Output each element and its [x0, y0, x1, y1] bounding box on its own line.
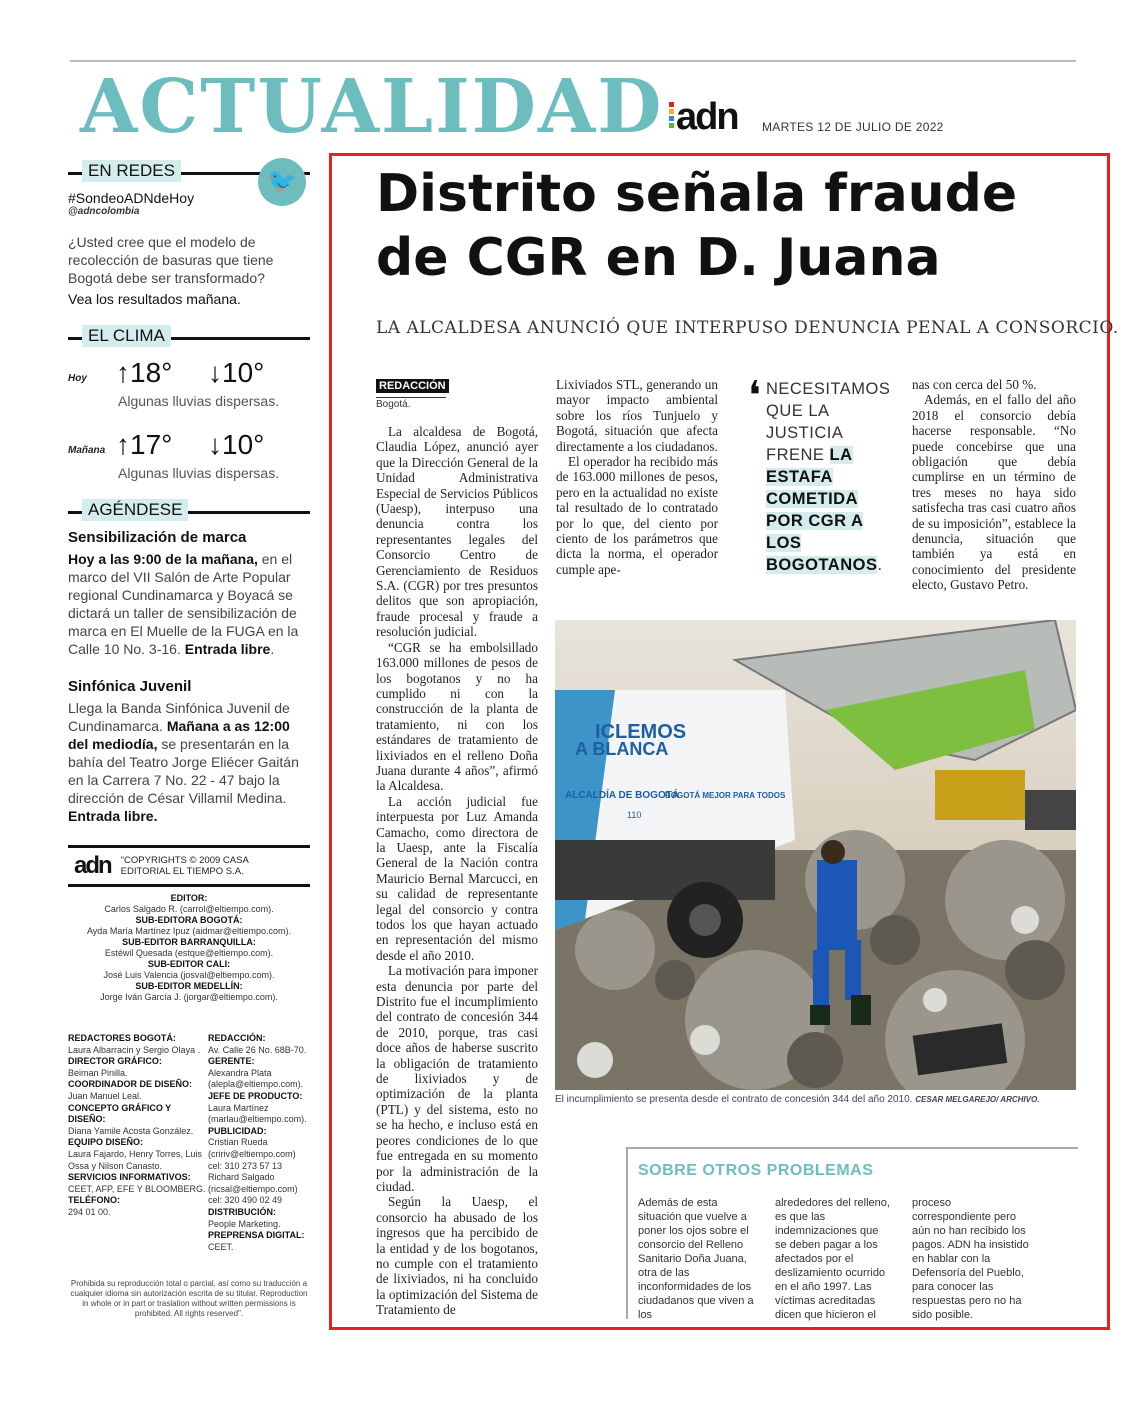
redes-label: EN REDES — [82, 160, 181, 182]
credit-role: SUB-EDITOR MEDELLÍN: — [135, 981, 243, 991]
staff-role: REDACTORES BOGOTÁ: — [68, 1033, 176, 1043]
staff-role: CONCEPTO GRÁFICO Y DISEÑO: — [68, 1102, 172, 1125]
disclaimer: Prohibida su reproducción total o parcial, así como su traducción a cualquier idioma sin autorización escrita de su titular. Reproduction in whole or in part or traslation without written permissions is prohibited. All rights reserved". — [70, 1279, 308, 1319]
redes-header — [68, 160, 310, 195]
event-body: en el marco del VII Salón de Arte Popular regional Cundinamarca y Boyacá se dictará un taller de sensibilización de marca en El Muelle de la FUGA en la Calle 10 No. 3-16. — [68, 551, 299, 657]
credit-name: Ayda María Martínez Ipuz (aidmar@eltiempo.com). — [86, 926, 292, 936]
staff-role: DIRECTOR GRÁFICO: — [68, 1056, 162, 1067]
article-column-4 — [912, 377, 1076, 593]
caption-text: El incumplimiento se presenta desde el contrato de concesión 344 del año 2010. — [555, 1094, 913, 1105]
box-column: alrededores del relleno, es que las indemnizaciones que se deben pagar a los afectados por el deslizamiento ocurrido en el año 1997. Las víctimas acreditadas dicen que hicieron el — [775, 1197, 890, 1321]
adn-logo — [676, 96, 738, 139]
temp-max: ↑17° — [116, 429, 173, 460]
event-intro: Llega la Banda Sinfónica Juvenil de Cundinamarca. — [68, 700, 290, 734]
temp-min: ↓10° — [208, 357, 265, 388]
staff-list — [68, 1033, 310, 1253]
staff-role: JEFE DE PRODUCTO: — [208, 1090, 303, 1101]
rule — [68, 884, 310, 887]
staff-role: GERENTE: — [208, 1056, 255, 1067]
staff-name: Diana Yamile Acosta González. — [68, 1125, 194, 1136]
box-column: proceso correspondiente pero aún no han recibido los pagos. ADN ha insistido en hablar con la Defensoría del Pueblo, para conocer las respuestas pero no ha sido posible. — [912, 1197, 1029, 1321]
adn-logo-small: adn — [74, 852, 111, 879]
temp-max: ↑18° — [116, 357, 173, 388]
credit-name: Carlos Salgado R. (carrol@eltiempo.com). — [104, 904, 274, 914]
deck: LA ALCALDESA ANUNCIÓ QUE INTERPUSO DENUNCIA PENAL A CONSORCIO. — [376, 318, 1119, 338]
event-entry: Entrada libre. — [68, 808, 158, 824]
agenda-header — [68, 499, 310, 523]
clima-label: EL CLIMA — [82, 325, 171, 347]
article-paragraph: El operador ha recibido más de 163.000 millones de pesos, pero en la actualidad no existe tal resultado de lo contratado por lo que, del ciento por ciento de los parámetros que dicta la norma, el operador cumple ape- — [556, 454, 718, 577]
staff-name: People Marketing. — [208, 1218, 281, 1229]
quote-highlight: LA ESTAFA COMETIDA POR CGR A LOS BOGOTANOS — [766, 446, 878, 574]
article-paragraph: La alcaldesa de Bogotá, Claudia López, anunció ayer que la Dirección General de la Unidad Administrativa Especial de Servicios Públicos (Uaesp), interpuso una denuncia contra los representantes legales del Consorcio Centro de Gerenciamiento de Residuos S.A. (CGR) por tres presuntos delitos que son apropiación, fraude procesal y fraude a resolución judicial. — [376, 424, 538, 640]
pull-quote — [748, 373, 891, 576]
twitter-bird-icon: 🐦 — [258, 158, 306, 206]
staff-name: Av. Calle 26 No. 68B-70. — [208, 1044, 307, 1055]
credit-role: SUB-EDITOR BARRANQUILLA: — [122, 937, 256, 947]
event-time: Hoy a las 9:00 de la mañana, — [68, 551, 258, 567]
staff-name: Alexandra Plata (alepla@eltiempo.com). — [208, 1067, 304, 1090]
truck-text: ICLEMOS — [595, 721, 687, 743]
article-paragraph: Además, en el fallo del año 2018 el consorcio debía hacerse responsable. “No puede concebirse que una obligación que debía cumplirse en un término de tres meses no haya sido satisfecha tras casi cuatro años de su imposición”, establece la denuncia, situación que también ya está en conocimiento del presidente electo, Gustavo Petro. — [912, 392, 1076, 593]
article-paragraph: Según la Uaesp, el consorcio ha abusado de los ingresos que ha percibido de la entidad y de los bogotanos, no cumple con el tratamiento de lixiviados, ni ha concluido la optimización del Sistema de Tratamiento de — [376, 1194, 538, 1318]
event-text — [68, 550, 310, 658]
agenda-label: AGÉNDESE — [82, 499, 188, 521]
article-paragraph: nas con cerca del 50 %. — [912, 377, 1037, 392]
quote-mark-icon: ❛ — [748, 373, 761, 419]
staff-left — [68, 1033, 208, 1253]
photo-caption — [555, 1094, 1039, 1105]
quote-end: . — [877, 556, 883, 574]
staff-role: PUBLICIDAD: — [208, 1125, 267, 1136]
credit-name: José Luis Valencia (josval@eltiempo.com). — [103, 970, 275, 980]
credit-role: EDITOR: — [170, 893, 208, 903]
staff-role: DISTRIBUCIÓN: — [208, 1206, 276, 1217]
logo-dots — [669, 102, 674, 130]
section-title: ACTUALIDAD — [80, 64, 664, 150]
article-column-2 — [556, 377, 718, 577]
rule — [68, 845, 310, 848]
editor-credits — [68, 893, 310, 1003]
weather-day: Hoy — [68, 373, 87, 384]
byline-tag: REDACCIÓN — [376, 379, 449, 393]
truck-text: BOGOTÁ MEJOR PARA TODOS — [665, 791, 786, 800]
event-body: se presentarán en la bahía del Teatro Jorge Eliécer Gaitán en la Carrera 7 No. 22 - 47 bajo la dirección de César Villamil Medina. — [68, 736, 299, 806]
quote-plain: NECESITAMOS QUE LA JUSTICIA FRENE — [766, 380, 891, 464]
staff-name: 294 01 00. — [68, 1206, 111, 1217]
weather-desc: Algunas lluvias dispersas. — [118, 393, 280, 409]
credit-role: SUB-EDITOR CALI: — [147, 959, 231, 969]
credit-name: Estéwil Quesada (estque@eltiempo.com). — [104, 948, 274, 958]
weather-day: Mañana — [68, 445, 106, 456]
event-time: Mañana a as 12:00 del mediodía, — [68, 718, 290, 752]
poll-cta: Vea los resultados mañana. — [68, 291, 241, 307]
staff-name: Juan Manuel Leal. — [68, 1090, 142, 1101]
issue-date: MARTES 12 DE JULIO DE 2022 — [762, 120, 944, 134]
hashtag: #SondeoADNdeHoy — [68, 190, 195, 206]
temp-min: ↓10° — [208, 429, 265, 460]
event-title: Sensibilización de marca — [68, 529, 247, 546]
social-handle: @adncolombia — [68, 206, 140, 217]
copyright-row — [68, 852, 310, 880]
weather-today — [68, 355, 310, 427]
copyright: "COPYRIGHTS © 2009 CASA EDITORIAL EL TIEMPO S.A. — [120, 855, 249, 877]
truck-text: ALCALDÍA DE BOGOTÁ — [565, 790, 680, 801]
article-paragraph: La motivación para imponer esta denuncia por parte del Distrito fue el incumplimiento del contrato de concesión 344 de 2010, porque, tras casi doce años de haberse suscrito la obligación de tratamiento de lixiviados y de optimización de la planta (PTL) y del sistema, esto no se ha hecho, e incluso está en peores condiciones de lo que fue entregada en su momento por la administración de la ciudad. — [376, 963, 538, 1194]
event-end: . — [270, 641, 275, 657]
staff-name: Beiman Pinilla. — [68, 1067, 128, 1078]
article-paragraph: Lixiviados STL, generando un mayor impacto ambiental sobre los ríos Tunjuelo y Bogotá, situación que afecta directamente a los ciudadanos. — [556, 377, 718, 454]
landfill-photo — [555, 620, 1076, 1090]
poll-question: ¿Usted cree que el modelo de recolección de basuras que tiene Bogotá debe ser transformado? — [68, 234, 274, 286]
credit-name: Jorge Iván García J. (jorgar@eltiempo.com). — [100, 992, 278, 1002]
staff-name: Laura Fajardo, Henry Torres, Luis Ossa y Nilson Canasto. — [68, 1148, 202, 1171]
event-title: Sinfónica Juvenil — [68, 678, 192, 695]
credit-role: SUB-EDITORA BOGOTÁ: — [135, 915, 243, 925]
staff-name: Cristian Rueda (cririv@eltiempo.com) cel: 310 273 57 13 Richard Salgado (ricsal@eltiempo.com) cel: 320 490 02 49 — [208, 1137, 298, 1206]
event-text — [68, 699, 310, 825]
staff-name: Laura Albarracin y Sergio Olaya . — [68, 1044, 201, 1055]
photo-credit: CESAR MELGAREJO/ ARCHIVO. — [915, 1095, 1040, 1104]
article-paragraph: “CGR se ha embolsillado 163.000 millones de pesos de los bogotanos y no ha cumplido ni con la construcción de la planta de tratamiento, ni con los estándares de tratamiento de lixiviados en el relleno Doña Juana durante 4 años”, afirmó la Alcaldesa. — [376, 639, 538, 794]
staff-name: CEET, AFP, EFE Y BLOOMBERG. — [68, 1183, 206, 1194]
adn-logo-text: adn — [676, 96, 738, 138]
staff-name: Laura Martínez (marlau@eltiempo.com). — [208, 1102, 307, 1125]
sidebar — [68, 160, 310, 1319]
photo-illustration — [555, 620, 1076, 1090]
article-paragraph: La acción judicial fue interpuesta por Luz Amanda Camacho, como directora de la Uaesp, ante la Fiscalía General de la Nación contra Mauricio Bernal Marcucci, en su calidad de representante legal del consorcio y contra todos los que hayan actuado en representación del mismo desde el año 2010. — [376, 793, 538, 963]
staff-role: PREPRENSA DIGITAL: — [208, 1230, 305, 1241]
staff-right — [208, 1033, 310, 1253]
pull-quote-text — [766, 378, 891, 576]
weather-tomorrow — [68, 427, 310, 499]
staff-role: EQUIPO DISEÑO: — [68, 1137, 144, 1148]
byline-city: Bogotá. — [376, 397, 446, 410]
article-column-1 — [376, 424, 538, 1318]
staff-role: SERVICIOS INFORMATIVOS: — [68, 1172, 191, 1183]
weather-desc: Algunas lluvias dispersas. — [118, 465, 280, 481]
box-column: Además de esta situación que vuelve a poner los ojos sobre el consorcio del Relleno Sanitario Doña Juana, otra de las inconformidades de los ciudadanos que viven a los — [638, 1197, 754, 1321]
box-title: SOBRE OTROS PROBLEMAS — [638, 1162, 874, 1179]
event-entry: Entrada libre — [184, 641, 271, 657]
truck-number: 110 — [627, 810, 642, 820]
truck-text: A BLANCA — [575, 739, 669, 759]
staff-role: TELÉFONO: — [68, 1195, 120, 1206]
staff-name: CEET. — [208, 1241, 234, 1252]
staff-role: REDACCIÓN: — [208, 1033, 266, 1043]
headline: Distrito señala fraude de CGR en D. Juana — [376, 164, 1018, 288]
staff-role: COORDINADOR DE DISEÑO: — [68, 1079, 193, 1090]
clima-header — [68, 325, 310, 349]
byline — [376, 376, 449, 410]
